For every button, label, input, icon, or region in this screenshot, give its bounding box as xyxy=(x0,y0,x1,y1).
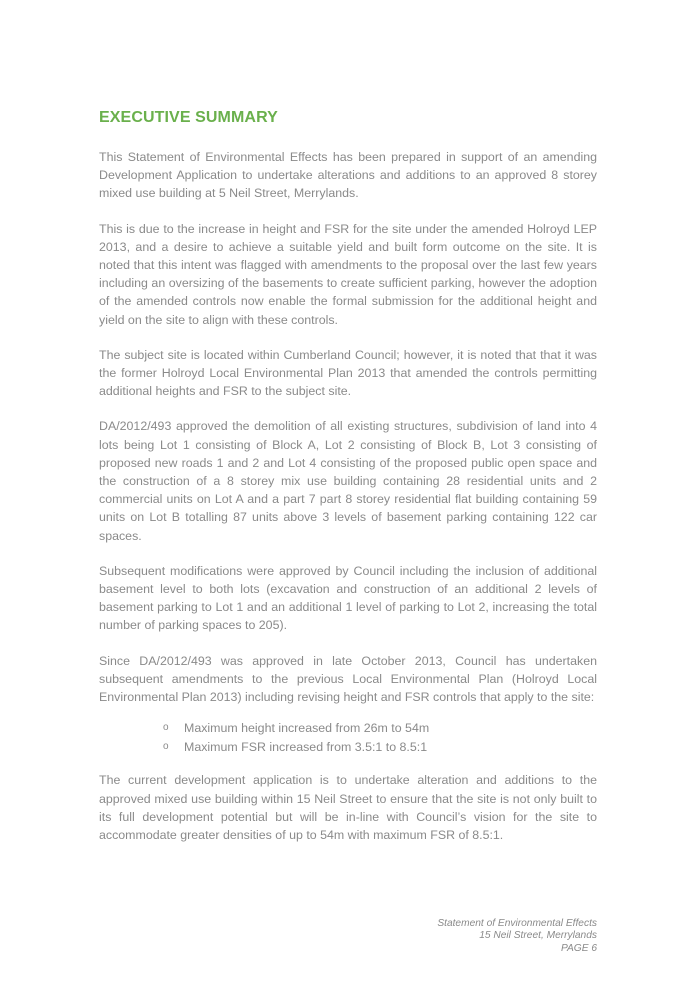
paragraph-modifications: Subsequent modifications were approved by Council including the inclusion of additional basement level to both lots (excavation and construction of an additional 2 levels of basement parking to Lot 1 and an additional 1 level of parking to Lot 2, increasing the total number of parking spaces to 205). xyxy=(99,563,597,633)
list-item xyxy=(163,719,597,738)
section-heading: EXECUTIVE SUMMARY xyxy=(99,109,278,126)
bullet-circle-icon: o xyxy=(163,740,169,752)
paragraph-lep-amendments: Since DA/2012/493 was approved in late October 2013, Council has undertaken subsequent amendments to the previous Local Environmental Plan (Holroyd Local Environmental Plan 2013) including revising height and FSR controls that apply to the site: xyxy=(99,653,597,705)
paragraph-site-location: The subject site is located within Cumberland Council; however, it is noted that that it was the former Holroyd Local Environmental Plan 2013 that amended the controls permitting additional heights and FSR to the subject site. xyxy=(99,347,597,399)
footer-address: 15 Neil Street, Merrylands xyxy=(479,930,597,942)
paragraph-intro: This Statement of Environmental Effects has been prepared in support of an amending Development Application to undertake alterations and additions to an approved 8 storey mixed use building at 5 Neil Street, Merrylands. xyxy=(99,150,597,201)
paragraph-reason: This is due to the increase in height and FSR for the site under the amended Holroyd LEP 2013, and a desire to achieve a suitable yield and built form outcome on the site. It is noted that this intent was flagged with amendments to the proposal over the last few years including an oversizing of the basements to create sufficient parking, however the adoption of the amended controls now enable the formal submission for the additional height and yield on the site to align with these controls. xyxy=(99,221,597,327)
list-item-text: Maximum height increased from 26m to 54m xyxy=(184,721,430,736)
list-item xyxy=(163,738,597,757)
paragraph-current-application: The current development application is to undertake alteration and additions to the approved mixed use building within 15 Neil Street to ensure that the site is not only built to its full development potential but will be in-line with Council’s vision for the site to accommodate greater densities of up to 54m with maximum FSR of 8.5:1. xyxy=(99,773,597,843)
body-text xyxy=(99,148,597,861)
page-footer xyxy=(437,918,597,955)
paragraph-original-approval: DA/2012/493 approved the demolition of all existing structures, subdivision of land into 4 lots being Lot 1 consisting of Block A, Lot 2 consisting of Block B, Lot 3 consisting of proposed new roads 1 and 2 and Lot 4 consisting of the proposed public open space and the construction of a 8 storey mix use building containing 28 residential units and 2 commercial units on Lot A and a part 7 part 8 storey residential flat building containing 59 units on Lot B totalling 87 units above 3 levels of basement parking containing 122 car spaces. xyxy=(99,419,597,543)
bullet-circle-icon: o xyxy=(163,722,169,734)
list-item-text: Maximum FSR increased from 3.5:1 to 8.5:1 xyxy=(184,739,428,754)
footer-document-title: Statement of Environmental Effects xyxy=(437,918,597,929)
footer-page-number: PAGE 6 xyxy=(560,942,597,954)
controls-list xyxy=(99,719,597,756)
